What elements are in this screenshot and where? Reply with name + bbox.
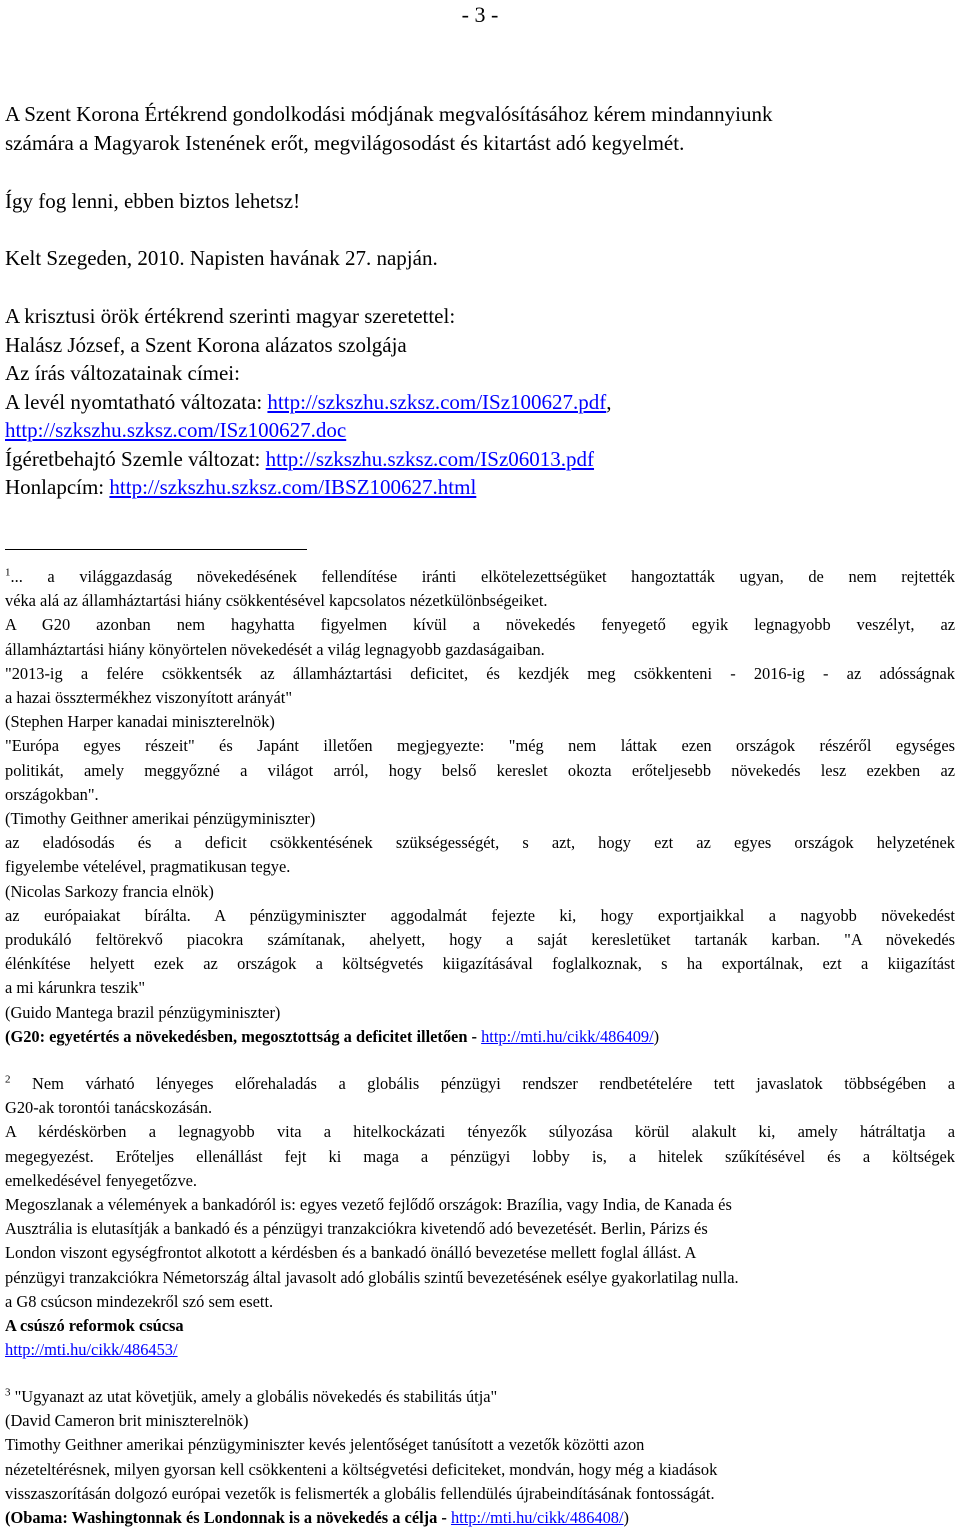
signature-greeting: A krisztusi örök értékrend szerinti magyar szeretettel: [5, 304, 456, 328]
footnote-line: visszaszorításán dolgozó európai vezetők is felismerték a globális fellendülés újrabeindításának fontosságát. [5, 1483, 715, 1503]
footnote-line [5, 1338, 955, 1362]
footnote-line: produkáló feltörekvő piacokra számítanak, ahelyett, hogy a saját keresletüket tartanák karban. "A növekedés [5, 930, 955, 950]
print-version-label: A levél nyomtatható változata: [5, 389, 268, 414]
footnote-line [5, 1314, 955, 1338]
footnote-line: véka alá az államháztartási hiány csökkentésével kapcsolatos nézetkülönbségeiket. [5, 591, 548, 611]
footnote-line: Ausztrália is elutasítják a bankadó és a pénzügyi tranzakciókra kivetendő adó bevezetését. Berlin, Párizs és [5, 1219, 708, 1239]
footnote-1 [5, 565, 955, 1049]
footnote-line: figyelembe vételével, pragmatikusan tegye. [5, 857, 291, 877]
footnote-line: G20-ak torontói tanácskozásán. [5, 1098, 213, 1118]
review-version-line [5, 445, 950, 474]
date-line: Kelt Szegeden, 2010. Napisten havának 27. napján. [5, 246, 438, 270]
affirmation-line: Így fog lenni, ebben biztos lehetsz! [5, 189, 301, 213]
mti-link[interactable]: http://mti.hu/cikk/486453/ [5, 1340, 178, 1360]
review-pdf-link[interactable]: http://szkszhu.szksz.com/ISz06013.pdf [265, 446, 595, 471]
article-title: (Obama: Washingtonnak és Londonnak is a növekedés a célja - [5, 1508, 451, 1528]
footnote-2 [5, 1072, 955, 1362]
paragraph-line: A Szent Korona Értékrend gondolkodási módjának megvalósításához kérem mindannyiunk [5, 102, 773, 126]
doc-link[interactable]: http://szkszhu.szksz.com/ISz100627.doc [5, 418, 347, 442]
footnote-line: az eladósodás és a deficit csökkentésének szükségességét, s azt, hogy ezt az egyes országok helyzetének [5, 833, 955, 853]
footnote-line: (David Cameron brit miniszterelnök) [5, 1411, 249, 1431]
homepage-line [5, 473, 950, 502]
footnote-line: London viszont egységfrontot alkotott a kérdésben és a bankadó önálló bevezetése mellett foglal állást. A [5, 1243, 697, 1263]
homepage-label: Honlapcím: [5, 475, 110, 499]
footnote-line: emelkedésével fenyegetőzve. [5, 1170, 198, 1190]
footnote-line: (Stephen Harper kanadai miniszterelnök) [5, 712, 275, 732]
footnote-number: 2 [5, 1073, 11, 1086]
pdf-link[interactable]: http://szkszhu.szksz.com/ISz100627.pdf [267, 389, 607, 414]
footnote-line: az európaiakat bírálta. A pénzügyminiszter aggodalmát fejezte ki, hogy exportjaikkal a nagyobb növekedést [5, 905, 955, 925]
footnote-separator [5, 549, 307, 550]
footnote-line: a mi kárunkra teszik" [5, 978, 146, 998]
article-title: (G20: egyetértés a növekedésben, megosztottság a deficitet illetően - [5, 1026, 482, 1046]
footnote-line: (Timothy Geithner amerikai pénzügyminiszter) [5, 809, 316, 829]
footnote-3 [5, 1385, 955, 1530]
signature-name: Halász József, a Szent Korona alázatos szolgája [5, 332, 407, 357]
footnote-line: Megoszlanak a vélemények a bankadóról is: egyes vezető fejlődő országok: Brazília, vagy India, de Kanada és [5, 1195, 732, 1215]
review-version-label: Ígéretbehajtó Szemle változat: [5, 446, 266, 471]
homepage-link[interactable]: http://szkszhu.szksz.com/IBSZ100627.html [109, 475, 477, 499]
footnote-line: politikát, amely meggyőzné a világot arról, hogy belső kereslet okozta erőteljesebb növekedés lesz ezekben az [5, 760, 955, 780]
footnote-number: 3 [5, 1386, 11, 1399]
signature-block [5, 302, 950, 502]
versions-heading: Az írás változatainak címei: [5, 361, 240, 385]
print-version-line [5, 388, 950, 417]
footnote-line: országokban". [5, 784, 99, 804]
mti-link[interactable]: http://mti.hu/cikk/486409/ [481, 1026, 654, 1046]
paragraph-line: számára a Magyarok Istenének erőt, megvilágosodást és kitartást adó kegyelmét. [5, 130, 685, 155]
footnote-line: Timothy Geithner amerikai pénzügyminiszter kevés jelentőséget tanúsított a vezetők közötti azon [5, 1435, 645, 1455]
footnote-line: (Guido Mantega brazil pénzügyminiszter) [5, 1002, 281, 1022]
comma: , [606, 389, 612, 414]
footnote-line: $^3$ "Ugyanazt az utat követjük, amely a globális növekedés és stabilitás útja" [5, 1386, 498, 1406]
footnote-line: $^2$ Nem várható lényeges előrehaladás a globális pénzügyi rendszer rendbetételére tett javaslatok többségében a [5, 1073, 955, 1093]
doc-version-line [5, 416, 950, 445]
page-number: - 3 - [461, 2, 499, 27]
footnote-line: élénkítése helyett ezek az országok a költségvetés kiigazításával foglalkoznak, s ha exportálnak, ezt a kiigazítást [5, 954, 955, 974]
footnote-line: A kérdéskörben a legnagyobb vita a hitelkockázati tényezők súlyozása körül alakult ki, amely hátráltatja a [5, 1122, 955, 1142]
closing-paragraph [5, 100, 950, 157]
footnote-number: 1 [5, 566, 11, 579]
footnote-line: A G20 azonban nem hagyhatta figyelmen kívül a növekedés fenyegető egyik legnagyobb veszélyt, az [5, 615, 955, 635]
footnote-source-line: (G20: egyetértés a növekedésben, megosztottság a deficitet illetően - http://mti.hu/cikk/486409/) [5, 1026, 660, 1046]
footnote-line: megegyezést. Erőteljes ellenállást fejt ki maga a pénzügyi lobby is, a hitelek szűkítésével és a költségek [5, 1146, 955, 1166]
footnote-line: "2013-ig a felére csökkentsék az államháztartási deficitet, és kezdjék meg csökkenteni - 2016-ig - az adósságnak [5, 663, 955, 683]
footnote-source-line: (Obama: Washingtonnak és Londonnak is a növekedés a célja - http://mti.hu/cikk/486408/) [5, 1508, 630, 1528]
mti-link[interactable]: http://mti.hu/cikk/486408/ [450, 1508, 624, 1528]
footnote-line: "Európa egyes részeit" és Japánt illetően megjegyezte: "még nem láttak ezen országok részéről egységes [5, 736, 955, 756]
footnote-line: $^1$... a világgazdaság növekedésének fellendítése iránti elkötelezettségüket hangoztatták ugyan, de nem rejtették [5, 566, 955, 586]
article-title: A csúszó reformok csúcsa [5, 1316, 184, 1336]
footnote-line: nézeteltérésnek, milyen gyorsan kell csökkenteni a költségvetési deficiteket, mondván, hogy még a kiadások [5, 1459, 718, 1479]
footnote-line: államháztartási hiány könyörtelen növekedését a világ legnagyobb gazdaságaiban. [5, 639, 545, 659]
footnote-line: pénzügyi tranzakciókra Németország által javasolt adó globális szintű bevezetésének esélye gyakorlatilag nulla. [5, 1267, 739, 1287]
footnote-line: (Nicolas Sarkozy francia elnök) [5, 881, 214, 901]
footnote-line: a G8 csúcson mindezekről szó sem esett. [5, 1291, 274, 1311]
footnote-line: a hazai össztermékhez viszonyított arányát" [5, 688, 293, 708]
